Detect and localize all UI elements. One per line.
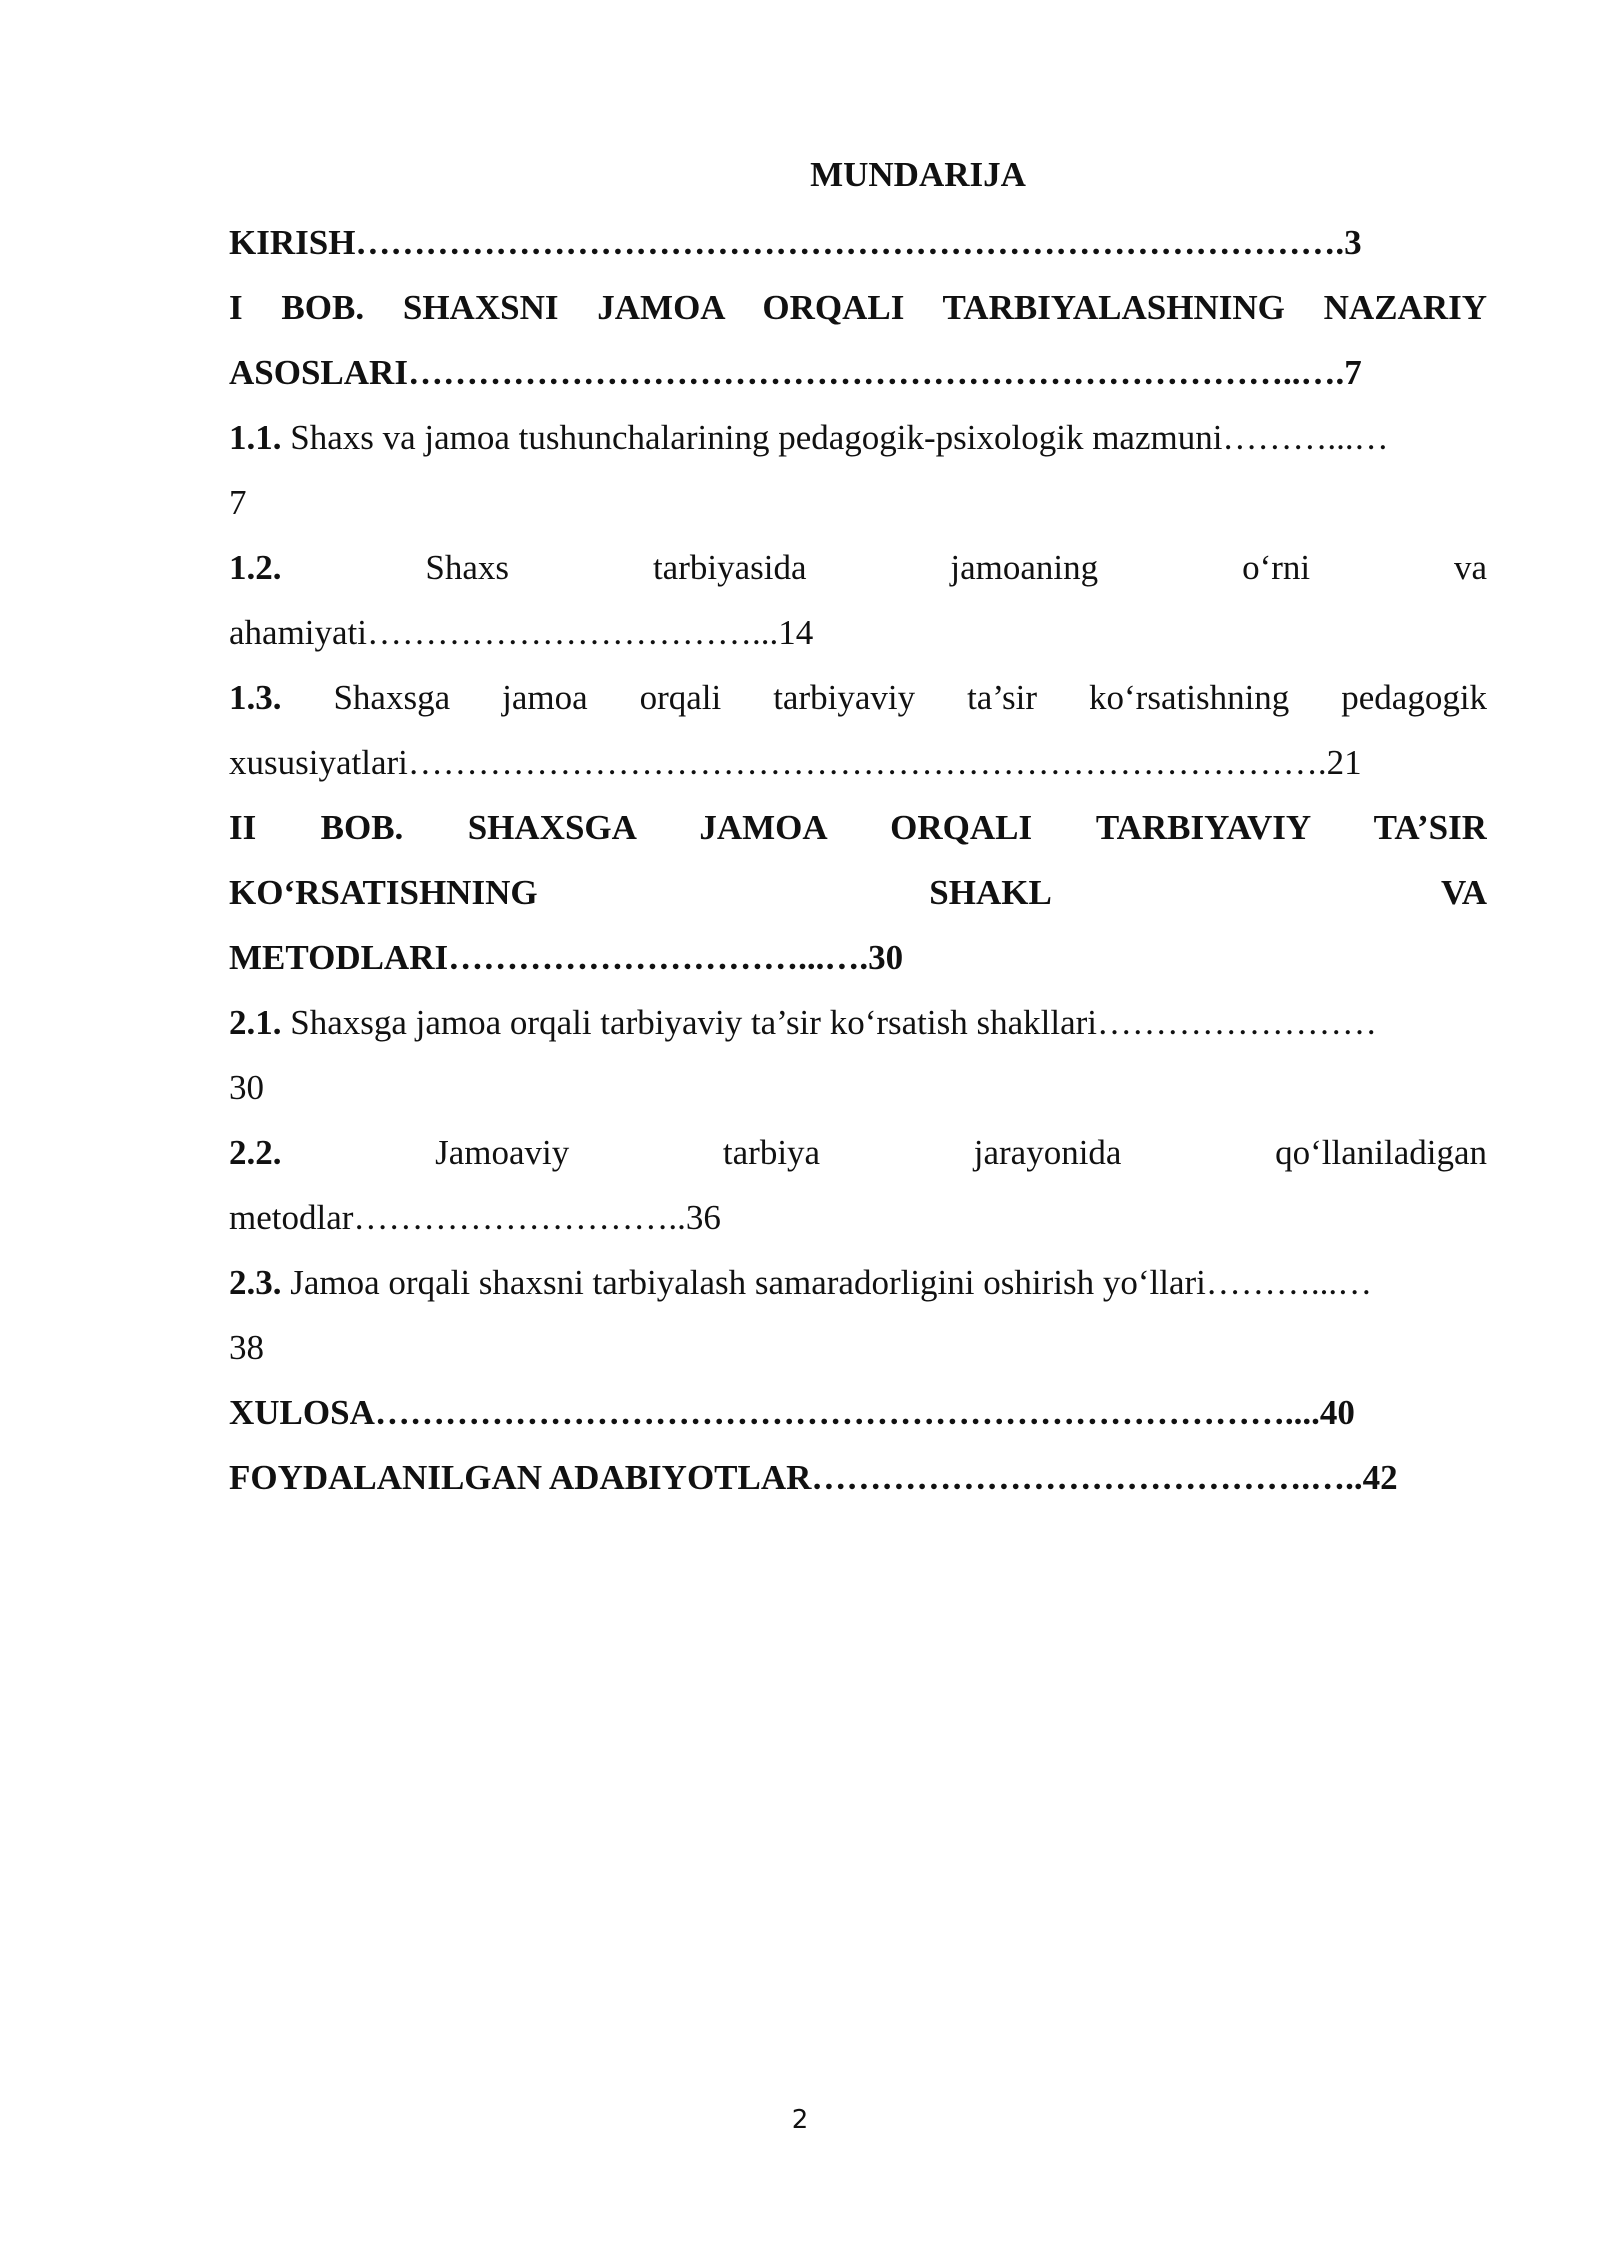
toc-entry-1-3-line1 <box>229 665 1487 730</box>
word: pedagogik <box>1341 678 1487 717</box>
toc-entry-1-1-line1 <box>229 405 1487 470</box>
toc-entry-2-2-line2: metodlar………………………..36 <box>229 1198 721 1237</box>
word: tarbiyasida <box>652 548 807 587</box>
word: ORQALI <box>890 808 1033 847</box>
word: jamoa <box>502 678 588 717</box>
page-number: 2 <box>791 2105 809 2135</box>
toc-entry-bob2-line2 <box>229 860 1487 925</box>
section-title: Shaxsga jamoa orqali tarbiyaviy ta’sir ko‘rsatish shakllari…………………… <box>281 1003 1377 1042</box>
word: BOB. <box>320 808 404 847</box>
word: o‘rni <box>1242 548 1311 587</box>
toc-entry-2-1-line1 <box>229 990 1487 1055</box>
toc-entry-kirish: KIRISH………………………………………………………………………….3 <box>229 223 1362 262</box>
word: tarbiya <box>722 1133 821 1172</box>
word: II <box>229 808 257 847</box>
word: Jamoaviy <box>435 1133 570 1172</box>
word: jamoaning <box>950 548 1099 587</box>
section-number: 1.3. <box>229 678 282 717</box>
section-number: 2.1. <box>229 1003 282 1042</box>
toc-title: MUNDARIJA <box>810 155 1026 194</box>
toc-entry-bob2-line3: METODLARI…………………………...….30 <box>229 938 904 977</box>
word: TA’SIR <box>1373 808 1487 847</box>
toc-entry-1-3-line2: xususiyatlari…………………………………………………………………….21 <box>229 743 1362 782</box>
toc-entry-bob2-line1 <box>229 795 1487 860</box>
section-number: 1.1. <box>229 418 282 457</box>
toc-entry-2-2-line1 <box>229 1120 1487 1185</box>
toc-entry-1-2-line1 <box>229 535 1487 600</box>
word: Shaxs <box>425 548 510 587</box>
word: va <box>1454 548 1487 587</box>
section-number: 2.2. <box>229 1133 282 1172</box>
word: tarbiyaviy <box>773 678 916 717</box>
word: ko‘rsatishning <box>1089 678 1290 717</box>
word: VA <box>1440 873 1487 912</box>
section-number: 2.3. <box>229 1263 282 1302</box>
toc-entry-2-1-line2: 30 <box>229 1068 264 1107</box>
toc-entry-bob1-line1: I BOB. SHAXSNI JAMOA ORQALI TARBIYALASHNING NAZARIY <box>229 288 1487 327</box>
toc-entry-2-3-line2: 38 <box>229 1328 264 1367</box>
toc-entry-2-3-line1 <box>229 1250 1487 1315</box>
toc-entry-adabiyotlar: FOYDALANILGAN ADABIYOTLAR…………………………………….…..42 <box>229 1458 1398 1497</box>
section-number: 1.2. <box>229 548 282 587</box>
word: qo‘llaniladigan <box>1275 1133 1487 1172</box>
section-title: Shaxs va jamoa tushunchalarining pedagogik-psixologik mazmuni………...… <box>281 418 1389 457</box>
word: orqali <box>639 678 722 717</box>
word: Shaxsga <box>333 678 451 717</box>
word: SHAXSGA <box>467 808 635 847</box>
word: SHAKL <box>929 873 1050 912</box>
toc-entry-bob1-line2: ASOSLARI…………………………………………………………………..….7 <box>229 353 1362 392</box>
toc-entry-xulosa: XULOSA……………………………………………………………………....40 <box>229 1393 1355 1432</box>
table-of-contents <box>229 145 1487 1510</box>
toc-entry-1-2-line2: ahamiyati……………………………...14 <box>229 613 814 652</box>
word: KO‘RSATISHNING <box>229 873 538 912</box>
word: TARBIYAVIY <box>1095 808 1310 847</box>
word: ta’sir <box>967 678 1038 717</box>
word: JAMOA <box>699 808 826 847</box>
section-title: Jamoa orqali shaxsni tarbiyalash samaradorligini oshirish yo‘llari………...… <box>281 1263 1373 1302</box>
word: jarayonida <box>973 1133 1122 1172</box>
toc-entry-1-1-line2: 7 <box>229 483 247 522</box>
